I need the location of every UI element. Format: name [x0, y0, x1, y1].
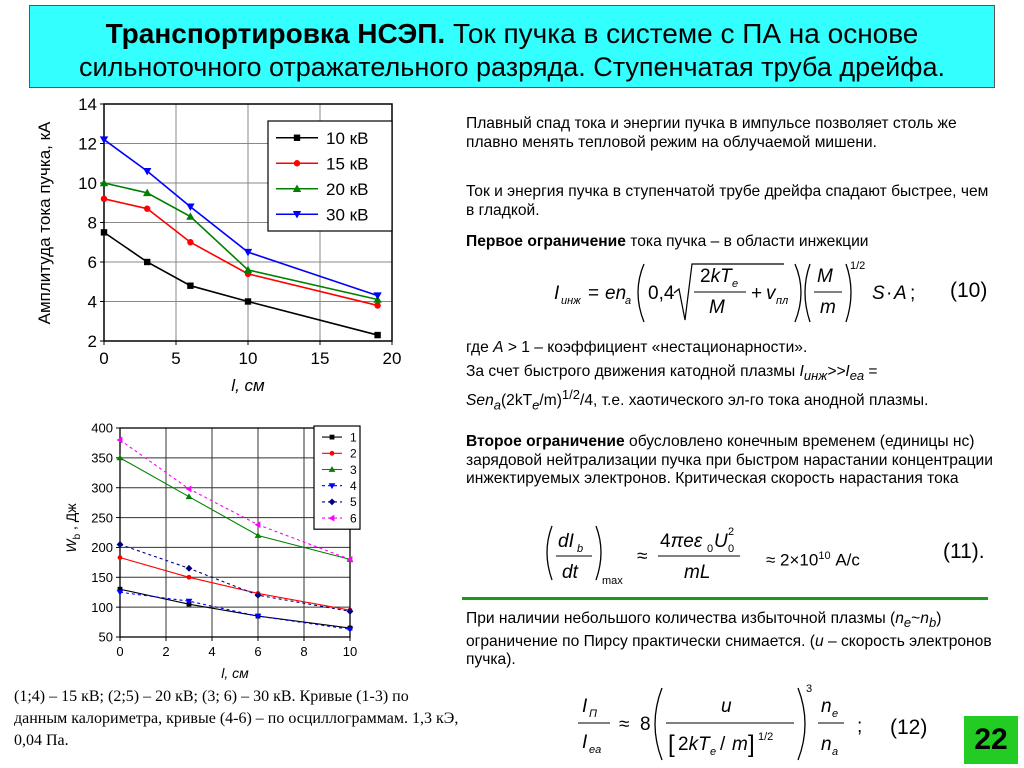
- figure-caption: (1;4) – 15 кВ; (2;5) – 20 кВ; (3; 6) – 30 кВ. Кривые (1-3) по данным калориметра, кривые (4-6) – по осциллограммам. 1,3 кЭ, 0,04 Па.: [14, 688, 459, 749]
- svg-text:u: u: [721, 696, 732, 717]
- data-point: [144, 259, 150, 265]
- p7-f: b: [928, 615, 937, 631]
- y-tick-label: 100: [91, 599, 113, 615]
- p7-e: n: [920, 610, 929, 627]
- p7-i: – скорость электронов пучка).: [466, 632, 992, 669]
- x-tick-label: 20: [382, 349, 402, 368]
- beam-energy-chart: [60, 412, 380, 687]
- paragraph-4: [466, 339, 996, 358]
- svg-text:/: /: [720, 734, 726, 755]
- p5-f: =: [864, 363, 878, 380]
- legend-marker: [294, 135, 300, 141]
- p7-b: n: [895, 610, 904, 627]
- svg-text:e: e: [710, 746, 717, 758]
- x-tick-label: 15: [310, 349, 330, 368]
- svg-text:U: U: [714, 531, 728, 552]
- data-point: [187, 575, 192, 580]
- svg-text:1/2: 1/2: [758, 731, 774, 743]
- paragraph-2: Ток и энергия пучка в ступенчатой трубе дрейфа спадают быстрее, чем в гладкой.: [466, 183, 989, 219]
- svg-text:8: 8: [640, 714, 651, 735]
- data-point: [117, 541, 124, 548]
- p5-h: a: [493, 396, 501, 412]
- y-axis-label: $W_b$ , Дж: [63, 503, 83, 553]
- series-line-10 кВ: [104, 232, 378, 335]
- p5-b: I: [799, 363, 804, 380]
- paragraph-6: [466, 433, 996, 489]
- legend-marker: [330, 435, 335, 440]
- p5-i: (2kT: [500, 391, 533, 409]
- y-tick-label: 12: [78, 134, 97, 154]
- legend-label: 6: [350, 511, 357, 526]
- p5-k: /m): [539, 391, 562, 409]
- svg-text:=: =: [588, 283, 600, 304]
- svg-text:dI: dI: [558, 531, 574, 552]
- critical-rate-unit: А/с: [830, 550, 860, 570]
- data-point: [118, 555, 123, 560]
- x-tick-label: 8: [300, 644, 308, 659]
- y-tick-label: 50: [98, 629, 113, 645]
- y-tick-label: 300: [91, 480, 113, 496]
- y-tick-label: 8: [87, 213, 97, 233]
- svg-text:I: I: [554, 283, 560, 304]
- y-tick-label: 2: [87, 332, 97, 352]
- svg-text:e: e: [832, 708, 839, 720]
- data-point: [186, 493, 193, 499]
- svg-text:пл: пл: [776, 295, 789, 307]
- svg-text:]: ]: [748, 731, 755, 758]
- p7-h: u: [814, 632, 824, 650]
- svg-text:≈: ≈: [637, 546, 648, 567]
- data-point: [144, 205, 150, 211]
- p5-c: инж: [803, 368, 828, 384]
- formula-12: [574, 680, 884, 766]
- svg-text:dt: dt: [562, 562, 578, 583]
- svg-text:;: ;: [857, 716, 863, 737]
- svg-text:a: a: [832, 746, 839, 758]
- y-tick-label: 250: [91, 510, 113, 526]
- svg-text:4πeε: 4πeε: [660, 531, 703, 552]
- svg-text:;: ;: [910, 283, 916, 304]
- y-tick-label: 6: [87, 253, 97, 273]
- svg-text:b: b: [577, 543, 584, 555]
- y-tick-label: 150: [91, 569, 113, 585]
- data-point: [187, 239, 193, 245]
- legend-label: 5: [350, 495, 357, 510]
- x-tick-label: 0: [99, 349, 109, 368]
- series-line-2: [120, 558, 350, 611]
- x-axis-label: l, см: [231, 376, 265, 395]
- p5-a: За счет быстрого движения катодной плазмы: [466, 363, 800, 380]
- critical-rate-mantissa: ≈ 2×10: [766, 550, 819, 570]
- x-tick-label: 6: [254, 644, 262, 659]
- p5-d: >>I: [827, 363, 850, 380]
- svg-text:≈: ≈: [619, 714, 630, 735]
- p5-j: e: [532, 396, 540, 412]
- svg-text:max: max: [602, 575, 623, 587]
- p4-a: где: [466, 339, 494, 356]
- section-divider: [462, 597, 988, 600]
- svg-text:v: v: [766, 283, 776, 304]
- svg-text:A: A: [894, 283, 907, 304]
- x-tick-label: 4: [208, 644, 216, 659]
- svg-text:+: +: [751, 283, 763, 304]
- x-tick-label: 5: [171, 349, 181, 368]
- x-axis-label: l, см: [221, 665, 249, 681]
- first-limit-bold: Первое ограничение: [466, 233, 626, 250]
- p7-a: При наличии небольшого количества избыточной плазмы (: [466, 610, 896, 627]
- p7-c: e: [903, 615, 912, 631]
- title-line2: сильноточного отражательного разряда. Ступенчатая труба дрейфа.: [79, 52, 945, 82]
- svg-text:mL: mL: [684, 562, 711, 583]
- p4-c: > 1 – коэффициент «нестационарности».: [503, 339, 808, 356]
- svg-text:инж: инж: [561, 295, 581, 307]
- svg-text:2: 2: [728, 526, 735, 538]
- page-number: 22: [964, 716, 1018, 764]
- x-tick-label: 10: [342, 644, 358, 659]
- svg-text:[: [: [668, 731, 675, 758]
- svg-text:a: a: [625, 295, 632, 307]
- data-point: [186, 565, 193, 572]
- legend-label: 3: [350, 462, 357, 477]
- svg-text:П: П: [589, 708, 597, 720]
- svg-text:I: I: [582, 696, 588, 717]
- paragraph-5: [466, 363, 996, 414]
- title-bold: Транспортировка НСЭП.: [105, 18, 446, 49]
- data-point: [186, 486, 192, 493]
- second-limit-bold: Второе ограничение: [466, 433, 625, 450]
- legend-label: 10 кВ: [326, 128, 369, 148]
- paragraph-3: [466, 233, 996, 252]
- svg-text:n: n: [821, 734, 832, 755]
- legend-label: 15 кВ: [326, 154, 369, 174]
- y-tick-label: 200: [91, 540, 113, 556]
- svg-text:3: 3: [806, 683, 813, 695]
- second-limit-rest: обусловлено конечным временем (единицы нс) зарядовой нейтрализации пучка при быстром нарастании концентрации инжектируемых электронов. Критическая скорость нарастания тока: [466, 433, 993, 487]
- data-point: [374, 332, 380, 338]
- equation-12-number: (12): [890, 716, 928, 739]
- legend-label: 30 кВ: [326, 205, 369, 225]
- data-point: [187, 283, 193, 289]
- y-tick-label: 350: [91, 450, 113, 466]
- svg-text:m: m: [732, 734, 748, 755]
- svg-text:1/2: 1/2: [850, 260, 866, 272]
- data-point: [101, 229, 107, 235]
- series-line-1: [120, 589, 350, 628]
- formula-11: [536, 520, 756, 590]
- legend-label: 4: [350, 479, 357, 494]
- svg-text:2kT: 2kT: [700, 266, 732, 287]
- first-limit-rest: тока пучка – в области инжекции: [625, 233, 869, 250]
- legend-label: 2: [350, 446, 357, 461]
- svg-text:·: ·: [886, 283, 893, 304]
- y-tick-label: 14: [78, 95, 97, 115]
- legend-marker: [330, 451, 335, 456]
- data-point: [245, 298, 251, 304]
- svg-text:2kT: 2kT: [678, 734, 710, 755]
- data-point: [347, 608, 354, 615]
- x-tick-label: 2: [162, 644, 170, 659]
- data-point: [374, 302, 380, 308]
- title-rest: Ток пучка в системе с ПА на основе: [445, 18, 919, 49]
- y-tick-label: 400: [91, 420, 113, 436]
- y-tick-label: 4: [87, 292, 97, 312]
- p5-g: Sen: [466, 391, 494, 409]
- beam-current-chart: [30, 95, 410, 400]
- data-point: [255, 532, 262, 538]
- data-point: [186, 212, 194, 219]
- p7-g: ) ограничение по Пирсу практически снимается. (: [466, 610, 942, 650]
- slide-title: [29, 5, 995, 88]
- critical-rate-value: [766, 550, 860, 571]
- svg-text:0: 0: [728, 543, 735, 555]
- svg-text:eа: eа: [589, 744, 602, 756]
- p5-m: /4, т.е. хаотического эл-го тока анодной плазмы.: [580, 391, 929, 409]
- equation-10-number: (10): [950, 279, 988, 302]
- paragraph-1: Плавный спад тока и энергии пучка в импульсе позволяет столь же плавно менять тепловой режим на облучаемой мишени.: [466, 115, 957, 151]
- svg-text:en: en: [605, 283, 627, 304]
- p5-l: 1/2: [561, 386, 580, 402]
- x-tick-label: 10: [238, 349, 258, 368]
- legend-label: 20 кВ: [326, 179, 369, 199]
- p7-d: ~: [911, 610, 921, 627]
- svg-text:M: M: [709, 297, 725, 318]
- equation-11-number: (11).: [943, 540, 985, 563]
- svg-text:S: S: [872, 283, 885, 304]
- svg-text:n: n: [821, 696, 832, 717]
- series-line-5: [120, 544, 350, 611]
- svg-text:e: e: [732, 278, 739, 290]
- critical-rate-exponent: 10: [818, 550, 831, 562]
- y-axis-label: Амплитуда тока пучка, кА: [35, 121, 54, 325]
- svg-text:0,4: 0,4: [648, 283, 675, 304]
- svg-text:I: I: [582, 732, 588, 753]
- paragraph-7: [466, 610, 996, 670]
- legend-label: 1: [350, 430, 357, 445]
- y-tick-label: 10: [78, 174, 97, 194]
- formula-10: [552, 256, 932, 328]
- svg-text:m: m: [820, 297, 836, 318]
- legend-marker: [294, 160, 300, 166]
- p4-b: A: [493, 339, 504, 356]
- data-point: [101, 196, 107, 202]
- x-tick-label: 0: [116, 644, 124, 659]
- svg-text:0: 0: [707, 543, 714, 555]
- svg-text:M: M: [817, 266, 833, 287]
- p5-e: еа: [849, 368, 865, 384]
